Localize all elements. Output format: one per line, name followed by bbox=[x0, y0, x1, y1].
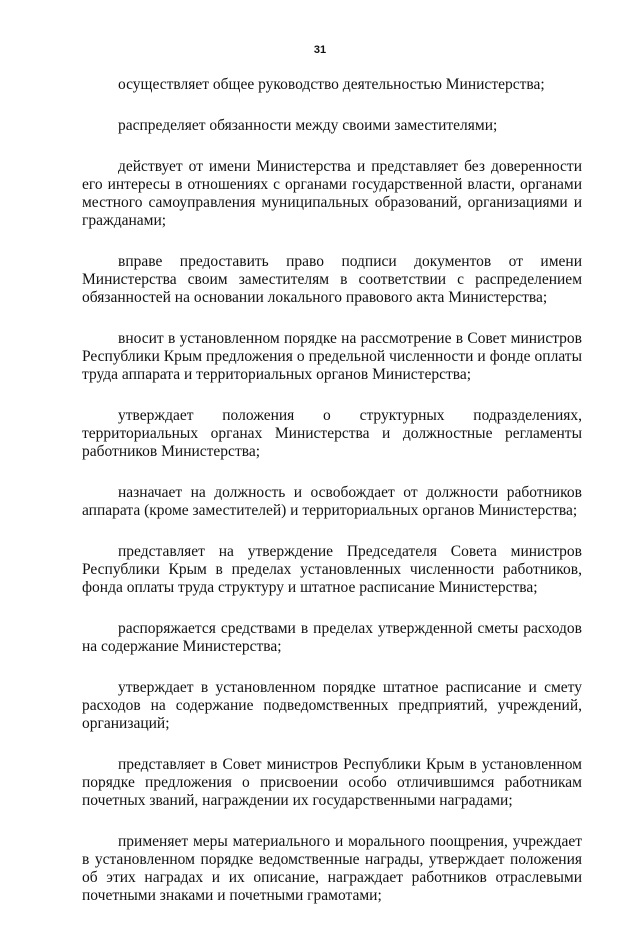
paragraph-10: утверждает в установленном порядке штатное расписание и смету расходов на содержание подведомственных предприятий, учреждений, организаций; bbox=[82, 679, 582, 732]
paragraph-2: распределяет обязанности между своими заместителями; bbox=[118, 117, 498, 134]
paragraph-4: вправе предоставить право подписи документов от имени Министерства своим заместителям в соответствии с распределением обязанностей на основании локального правового акта Министерства; bbox=[82, 253, 582, 306]
paragraph-8: представляет на утверждение Председателя Совета министров Республики Крым в пределах установленных численности работников, фонда оплаты труда структуру и штатное расписание Министерства; bbox=[82, 543, 582, 596]
paragraph-11: представляет в Совет министров Республики Крым в установленном порядке предложения о присвоении особо отличившимся работникам почетных званий, награждении их государственными наградами; bbox=[82, 756, 582, 809]
paragraph-3: действует от имени Министерства и представляет без доверенности его интересы в отношениях с органами государственной власти, органами местного самоуправления муниципальных образований, организациями и гражданами; bbox=[82, 158, 582, 229]
paragraph-1: осуществляет общее руководство деятельностью Министерства; bbox=[118, 76, 545, 93]
paragraph-5: вносит в установленном порядке на рассмотрение в Совет министров Республики Крым предложения о предельной численности и фонде оплаты труда аппарата и территориальных органов Министерства; bbox=[82, 330, 582, 383]
paragraph-9: распоряжается средствами в пределах утвержденной сметы расходов на содержание Министерства; bbox=[82, 620, 582, 655]
paragraph-7: назначает на должность и освобождает от должности работников аппарата (кроме заместителей) и территориальных органов Министерства; bbox=[82, 484, 582, 519]
paragraph-6: утверждает положения о структурных подразделениях, территориальных органах Министерства и должностные регламенты работников Министерства; bbox=[82, 407, 582, 460]
page-number: 31 bbox=[313, 44, 327, 56]
paragraph-12: применяет меры материального и морального поощрения, учреждает в установленном порядке ведомственные награды, утверждает положения об этих наградах и их описание, награждает работников отраслевыми почетными знаками и почетными грамотами; bbox=[82, 833, 582, 904]
page-body bbox=[82, 76, 582, 928]
